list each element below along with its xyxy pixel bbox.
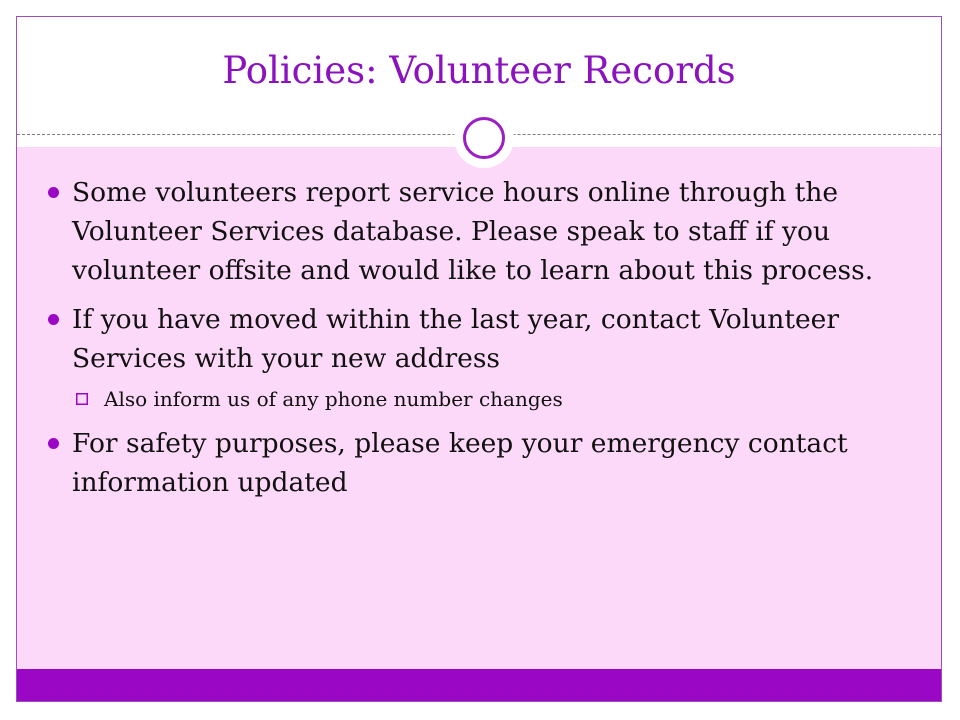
square-bullet-icon (76, 393, 88, 405)
ring-ornament-icon (463, 117, 505, 159)
bullet-dot-icon (48, 314, 59, 325)
bullet-item (47, 173, 907, 290)
bullet-dot-icon (48, 187, 59, 198)
bullet-item (47, 300, 907, 414)
slide-title: Policies: Volunteer Records (222, 49, 736, 92)
sub-bullet-text: Also inform us of any phone number changes (104, 387, 563, 411)
footer-bar (17, 669, 941, 701)
slide (16, 16, 942, 702)
sub-bullet-list (72, 384, 907, 414)
bullet-text: For safety purposes, please keep your emergency contact information updated (72, 428, 848, 498)
bullet-dot-icon (48, 438, 59, 449)
bullet-item (47, 424, 907, 502)
bullet-text: If you have moved within the last year, contact Volunteer Services with your new address (72, 304, 840, 374)
sub-bullet-item (72, 384, 907, 414)
bullet-text: Some volunteers report service hours online through the Volunteer Services database. Please speak to staff if you volunteer offsite and would like to learn about this process. (72, 177, 874, 286)
bullet-list (47, 173, 907, 512)
